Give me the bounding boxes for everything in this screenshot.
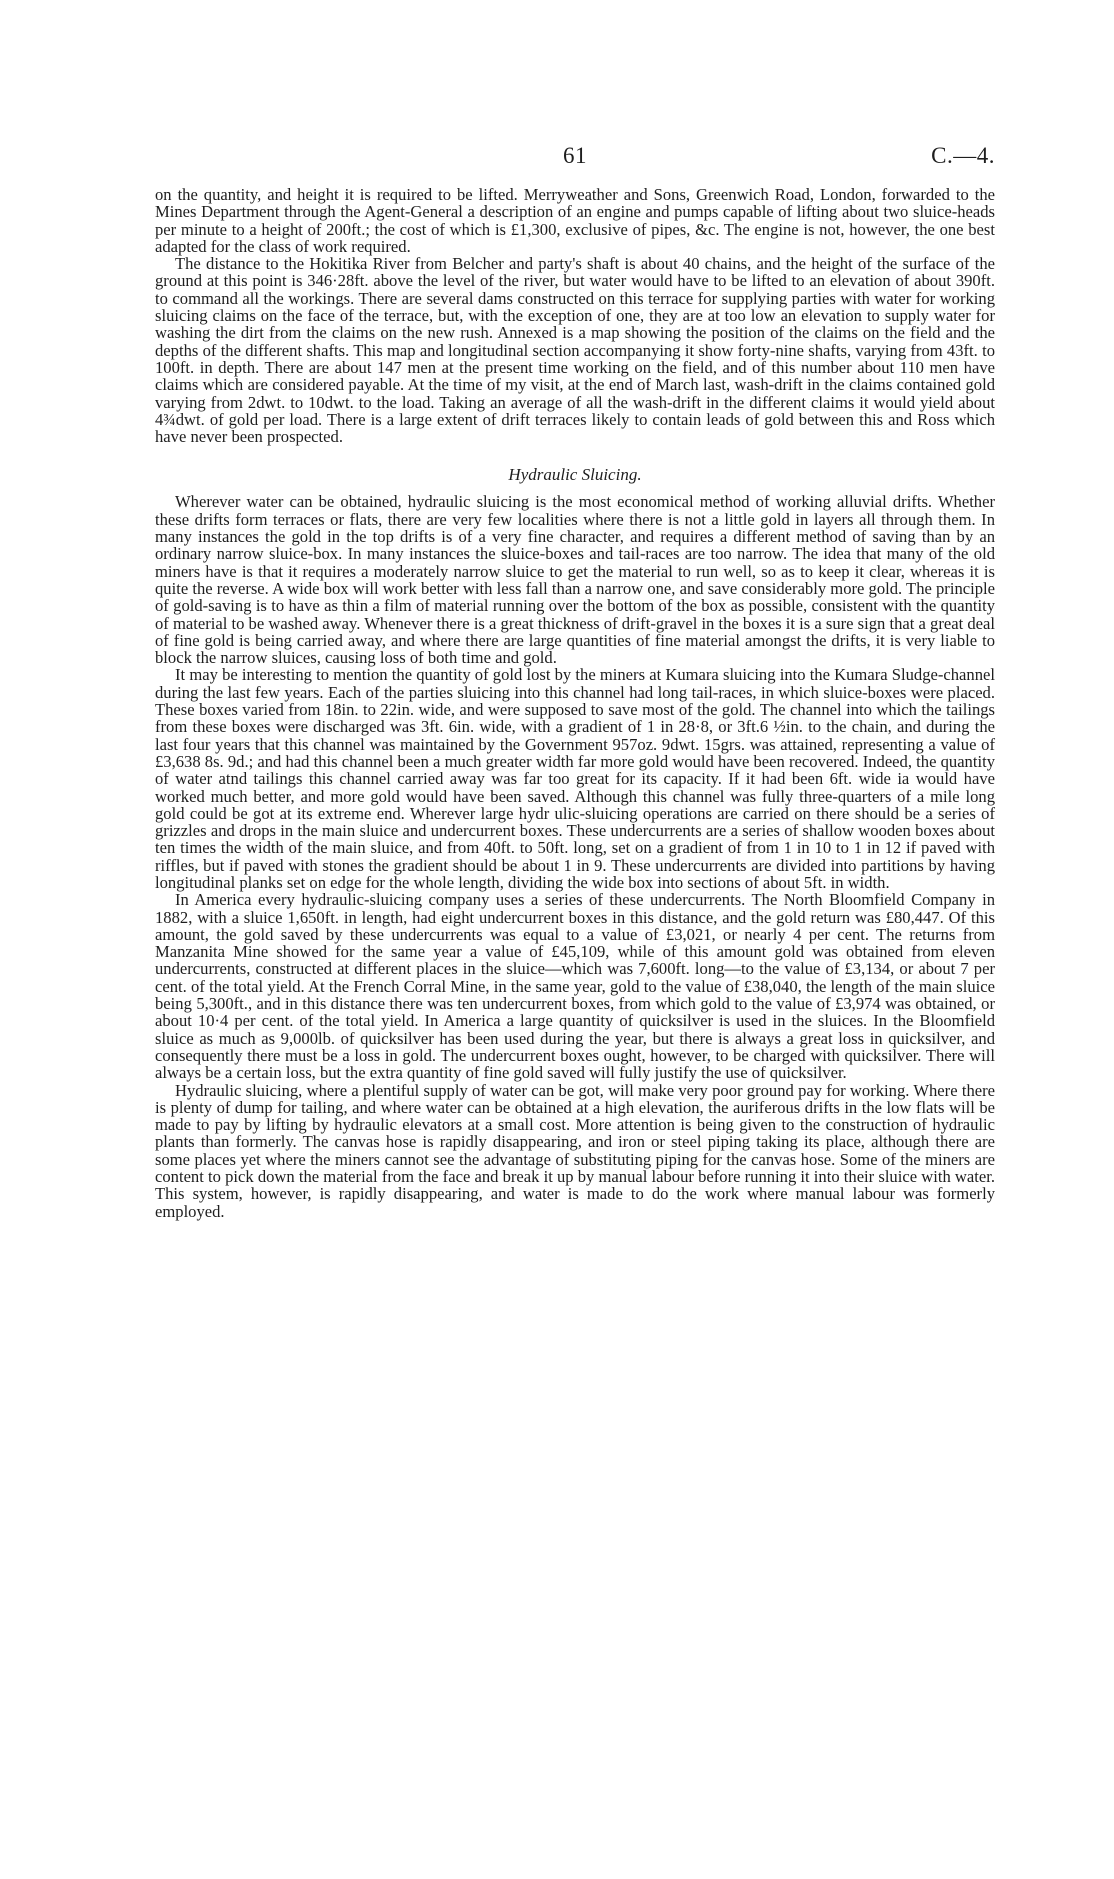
paragraph-america: In America every hydraulic-sluicing company uses a series of these undercurrents. The North Bloomfield Company in 1882, with a sluice 1,650ft. in length, had eight undercurrent boxes in this distance, and the gold return was £80,447. Of this amount, the gold saved by these undercurrents was equal to a value of £3,021, or nearly 4 per cent. The returns from Manzanita Mine showed for the same year a value of £45,109, while of this amount gold was obtained from eleven undercurrents, constructed at different places in the sluice—which was 7,600ft. long—to the value of £3,134, or about 7 per cent. of the total yield. At the French Corral Mine, in the same year, gold to the value of £38,040, the length of the main sluice being 5,300ft., and in this distance there was ten undercurrent boxes, from which gold to the value of £3,974 was obtained, or about 10·4 per cent. of the total yield. In America a large quantity of quicksilver is used in the sluices. In the Bloomfield sluice as much as 9,000lb. of quicksilver has been used during the year, but there is always a great loss in quicksilver, and consequently there must be a loss in gold. The undercurrent boxes ought, however, to be charged with quicksilver. There will always be a certain loss, but the extra quantity of fine gold saved will fully justify the use of quicksilver. <box>155 890 995 1083</box>
paragraph-water-sluicing: Wherever water can be obtained, hydraulic sluicing is the most economical method of working alluvial drifts. Whether these drifts form terraces or flats, there are very few localities where there is not a little gold in layers all through them. In many instances the gold in the top drifts is of a very fine character, and requires a different method of saving than by an ordinary narrow sluice-box. In many instances the sluice-boxes and tail-races are too narrow. The idea that many of the old miners have is that it requires a moderately narrow sluice to get the material to run well, so as to keep it clear, whereas it is quite the reverse. A wide box will work better with less fall than a narrow one, and save considerably more gold. The principle of gold-saving is to have as thin a film of material running over the bottom of the box as possible, consistent with the quantity of material to be washed away. Whenever there is a great thickness of drift-gravel in the boxes it is a sure sign that a great deal of fine gold is being carried away, and where there are large quantities of fine material amongst the drifts, it is very liable to block the narrow sluices, causing loss of both time and gold. <box>155 492 995 668</box>
paragraph-hydraulic: Hydraulic sluicing, where a plentiful supply of water can be got, will make very poor ground pay for working. Where there is plenty of dump for tailing, and where water can be obtained at a high elevation, the auriferous drifts in the low flats will be made to pay by lifting by hydraulic elevators at a small cost. More attention is being given to the construction of hydraulic plants than formerly. The canvas hose is rapidly disappearing, and iron or steel piping taking its place, although there are some places yet where the miners cannot see the advantage of substituting piping for the canvas hose. Some of the miners are content to pick down the material from the face and break it up by manual labour before running it into their sluice with water. This system, however, is rapidly disappearing, and water is made to do the work where manual labour was formerly employed. <box>155 1080 995 1221</box>
body-text <box>155 186 995 1220</box>
paragraph-kumara: It may be interesting to mention the quantity of gold lost by the miners at Kumara sluicing into the Kumara Sludge-channel during the last few years. Each of the parties sluicing into this channel had long tail-races, in which sluice-boxes were placed. These boxes varied from 18in. to 22in. wide, and were supposed to save most of the gold. The channel into which the tailings from these boxes were discharged was 3ft. 6in. wide, with a gradient of 1 in 28·8, or 3ft.6 ½in. to the chain, and during the last four years that this channel was maintained by the Government 957oz. 9dwt. 15grs. was attained, representing a value of £3,638 8s. 9d.; and had this channel been a much greater width far more gold would have been recovered. Indeed, the quantity of water atnd tailings this channel carried away was far too great for its capacity. If it had been 6ft. wide ia would have worked much better, and more gold would have been saved. Although this channel was fully three-quarters of a mile long gold could be got at its extreme end. Wherever large hydr ulic-sluicing operations are carried on there should be a series of grizzles and drops in the main sluice and undercurrent boxes. These undercurrents are a series of shallow wooden boxes about ten times the width of the main sluice, and from 40ft. to 50ft. long, set on a gradient of from 1 in 10 to 1 in 12 if paved with riffles, but if paved with stones the gradient should be about 1 in 9. These undercurrents are divided into partitions by having longitudinal planks set on edge for the whole length, dividing the wide box into sections of about 5ft. in width. <box>155 665 995 892</box>
section-heading: Hydraulic Sluicing. <box>508 465 642 485</box>
page-header <box>155 143 995 175</box>
paragraph-continued: on the quantity, and height it is required to be lifted. Merryweather and Sons, Greenwich Road, London, forwarded to the Mines Department through the Agent-General a description of an engine and pumps capable of lifting about two sluice-heads per minute to a height of 200ft.; the cost of which is £1,300, exclusive of pipes, &c. The engine is not, however, the one best adapted for the class of work required. <box>155 185 995 256</box>
paragraph-hokitika: The distance to the Hokitika River from Belcher and party's shaft is about 40 chains, and the height of the surface of the ground at this point is 346·28ft. above the level of the river, but water would have to be lifted to an elevation of about 390ft. to command all the workings. There are several dams constructed on this terrace for supplying parties with water for working sluicing claims on the face of the terrace, but, with the exception of one, they are at too low an elevation to supply water for washing the dirt from the claims on the new rush. Annexed is a map showing the position of the claims on the field and the depths of the different shafts. This map and longitudinal section accompanying it show forty-nine shafts, varying from 43ft. to 100ft. in depth. There are about 147 men at the present time working on the field, and of this number about 110 men have claims which are considered payable. At the time of my visit, at the end of March last, wash-drift in the claims contained gold varying from 2dwt. to 10dwt. to the load. Taking an average of all the wash-drift in the different claims it would yield about 4¾dwt. of gold per load. There is a large extent of drift terraces likely to contain leads of gold between this and Ross which have never been prospected. <box>155 254 995 447</box>
document-reference: C.—4. <box>931 143 995 168</box>
page-number: 61 <box>563 143 587 168</box>
